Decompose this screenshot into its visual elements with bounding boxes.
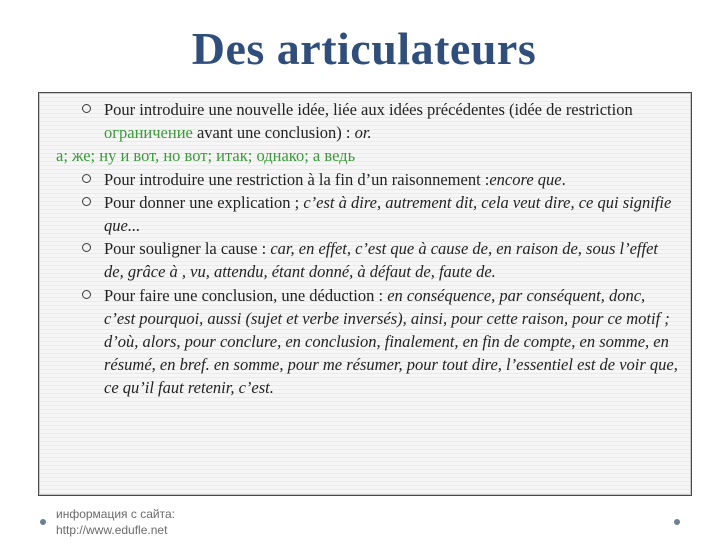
footer-credit (56, 506, 175, 538)
item-italic: c’est à dire, autrement dit, cela veut dire, ce qui signifie que... (104, 192, 672, 236)
item-lead: Pour souligner la cause : (104, 239, 271, 259)
content-text-area (38, 98, 690, 400)
bullet-circle-icon (82, 290, 91, 299)
item-italic: en conséquence, par conséquent, donc, c’est pourquoi, aussi (sujet et verbe inversés), ainsi, pour cette raison, pour ce motif ; d’où, alors, pour conclure, en conclusion, finalement, en fin de compte, en somme, en résumé, en bref. en somme, pour me résumer, pour tout dire, l’essentiel est de voir que, ce qu’il faut retenir, c’est. (104, 285, 678, 398)
item-green-word: ограничение (104, 123, 193, 143)
list-item (38, 237, 690, 283)
item-lead: Pour introduire une restriction à la fin d’un raisonnement : (104, 169, 490, 189)
bullet-circle-icon (82, 197, 91, 206)
corner-dot-icon (40, 519, 46, 525)
list-item (38, 168, 690, 191)
slide-title: Des articulateurs (191, 23, 537, 74)
bullet-circle-icon (82, 104, 91, 113)
item-tail: . (561, 169, 566, 189)
list-item (38, 98, 690, 144)
item-after: avant une conclusion) : (192, 123, 355, 143)
footer-line-2: http://www.edufle.net (56, 523, 168, 537)
item-italic: car, en effet, c’est que à cause de, en raison de, sous l’effet de, grâce à , vu, attendu, étant donné, à défaut de, faute de. (104, 239, 658, 282)
bullet-circle-icon (82, 243, 91, 252)
footer-line-1: информация с сайта: (56, 507, 175, 521)
bullet-circle-icon (82, 174, 91, 183)
item-italic: encore que (489, 169, 562, 189)
item-lead: Pour introduire une nouvelle idée, liée aux idées précédentes (idée de restriction (104, 100, 633, 119)
item-lead: Pour faire une conclusion, une déduction : (104, 285, 388, 305)
list-item (38, 191, 690, 237)
list-item (38, 284, 690, 400)
item-lead: Pour donner une explication ; (104, 192, 304, 212)
russian-translation-line: а; же; ну и вот, но вот; итак; однако; а ведь (56, 146, 356, 166)
item-italic: or. (354, 123, 372, 143)
corner-dot-icon (674, 519, 680, 525)
